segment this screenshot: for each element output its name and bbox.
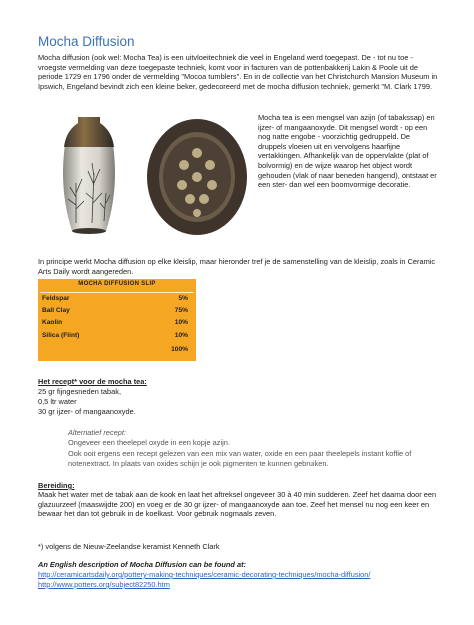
- alternative-line: Ook ooit ergens een recept gelezen van een mix van water, oxide en een paar theelepels instant koffie of notenextract. In plaats van oxides schijn je ook pigmenten te kunnen gebruiken.: [68, 449, 412, 468]
- intro-paragraph: Mocha diffusion (ook wel: Mocha Tea) is een uitvloeitechniek die veel in Engeland werd toegepast. De - tot nu toe - vroegste vermelding van deze toegepaste techniek, komt voor in facturen van de pottenbakkerij Lakin & Poole uit de periode 1729 en 1796 onder de vermelding "Mocoa tumblers". En in de collectie van het Christchurch Mansion Museum in Ipswich, Engeland bevindt zich een kleine beker, gedecoreerd met de mocha diffusion techniek, gemerkt "M. Clark 1799.: [38, 53, 438, 91]
- table-row: [42, 319, 192, 329]
- ingredient-name: Feldspar: [42, 295, 70, 302]
- ingredient-value: 10%: [174, 332, 188, 339]
- ingredient-name: Silica (Flint): [42, 332, 80, 339]
- alternative-line: Ongeveer een theelepel oxyde in een kopje azijn.: [68, 438, 230, 447]
- slip-table-header: MOCHA DIFFUSION SLIP: [78, 281, 156, 287]
- ingredient-value: 5%: [178, 295, 188, 302]
- slip-table: [38, 279, 196, 361]
- link-ceramicartsdaily[interactable]: http://ceramicartsdaily.org/pottery-making-techniques/ceramic-decorating-techniques/mocha-diffusion/: [38, 570, 371, 579]
- mocha-tea-description: Mocha tea is een mengsel van azijn (of tabakssap) en ijzer- of mangaanoxyde. Dit mengsel wordt - op een nog natte engobe - voorzichtig gedruppeld. De druppels vloeien uit en vervolgens haarfijne vertakkingen. Afhankelijk van de oppervlakte (plat of bolvormig) en de wijze waarop het object wordt gehouden (vlak of naar beneden hangend), ontstaat er een ster- dan wel een boomvormige decoratie.: [258, 113, 437, 190]
- ingredient-value: 75%: [174, 307, 188, 314]
- preparation-text: Maak het water met de tabak aan de kook en laat het aftreksel ongeveer 30 à 40 min sudderen. Zeef het daarna door een glazuurzeef (maaswijdte 200) en voeg er de 30 gr ijzer- of mangaanoxyde aan toe. Zeef het mensel nu nog een keer en bewaar het dan tot gebruik in de koelkast. Voor gebruik nogmaals zeven.: [38, 490, 437, 519]
- ingredient-value: 10%: [174, 319, 188, 326]
- recipe-line: 0,5 ltr water: [38, 397, 77, 406]
- table-row: [42, 332, 192, 342]
- english-heading: An English description of Mocha Diffusion can be found at:: [38, 560, 247, 569]
- page-title: Mocha Diffusion: [38, 34, 135, 49]
- recipe-heading: Het recept* voor de mocha tea:: [38, 377, 147, 386]
- alternative-heading: Alternatief recept:: [68, 428, 126, 437]
- total-value: 100%: [171, 346, 188, 353]
- ingredient-name: Ball Clay: [42, 307, 70, 314]
- slip-table-divider: [40, 292, 194, 293]
- plate-photo: [146, 113, 248, 239]
- recipe-line: 30 gr ijzer- of mangaanoxyde.: [38, 407, 136, 416]
- vase-photo: [48, 113, 130, 239]
- footnote: *) volgens de Nieuw-Zeelandse keramist Kenneth Clark: [38, 542, 220, 551]
- link-potters[interactable]: http://www.potters.org/subject82250.htm: [38, 580, 170, 589]
- ingredient-name: Kaolin: [42, 319, 63, 326]
- slip-intro: In principe werkt Mocha diffusion op elke kleislip, maar hieronder tref je de samenstelling van de kleislip, zoals in Ceramic Arts Daily wordt aangereden.: [38, 257, 436, 276]
- table-total-row: [42, 346, 192, 356]
- recipe-line: 25 gr fijngesneden tabak,: [38, 387, 122, 396]
- preparation-heading: Bereiding:: [38, 481, 75, 490]
- table-row: [42, 307, 192, 317]
- table-row: [42, 295, 192, 305]
